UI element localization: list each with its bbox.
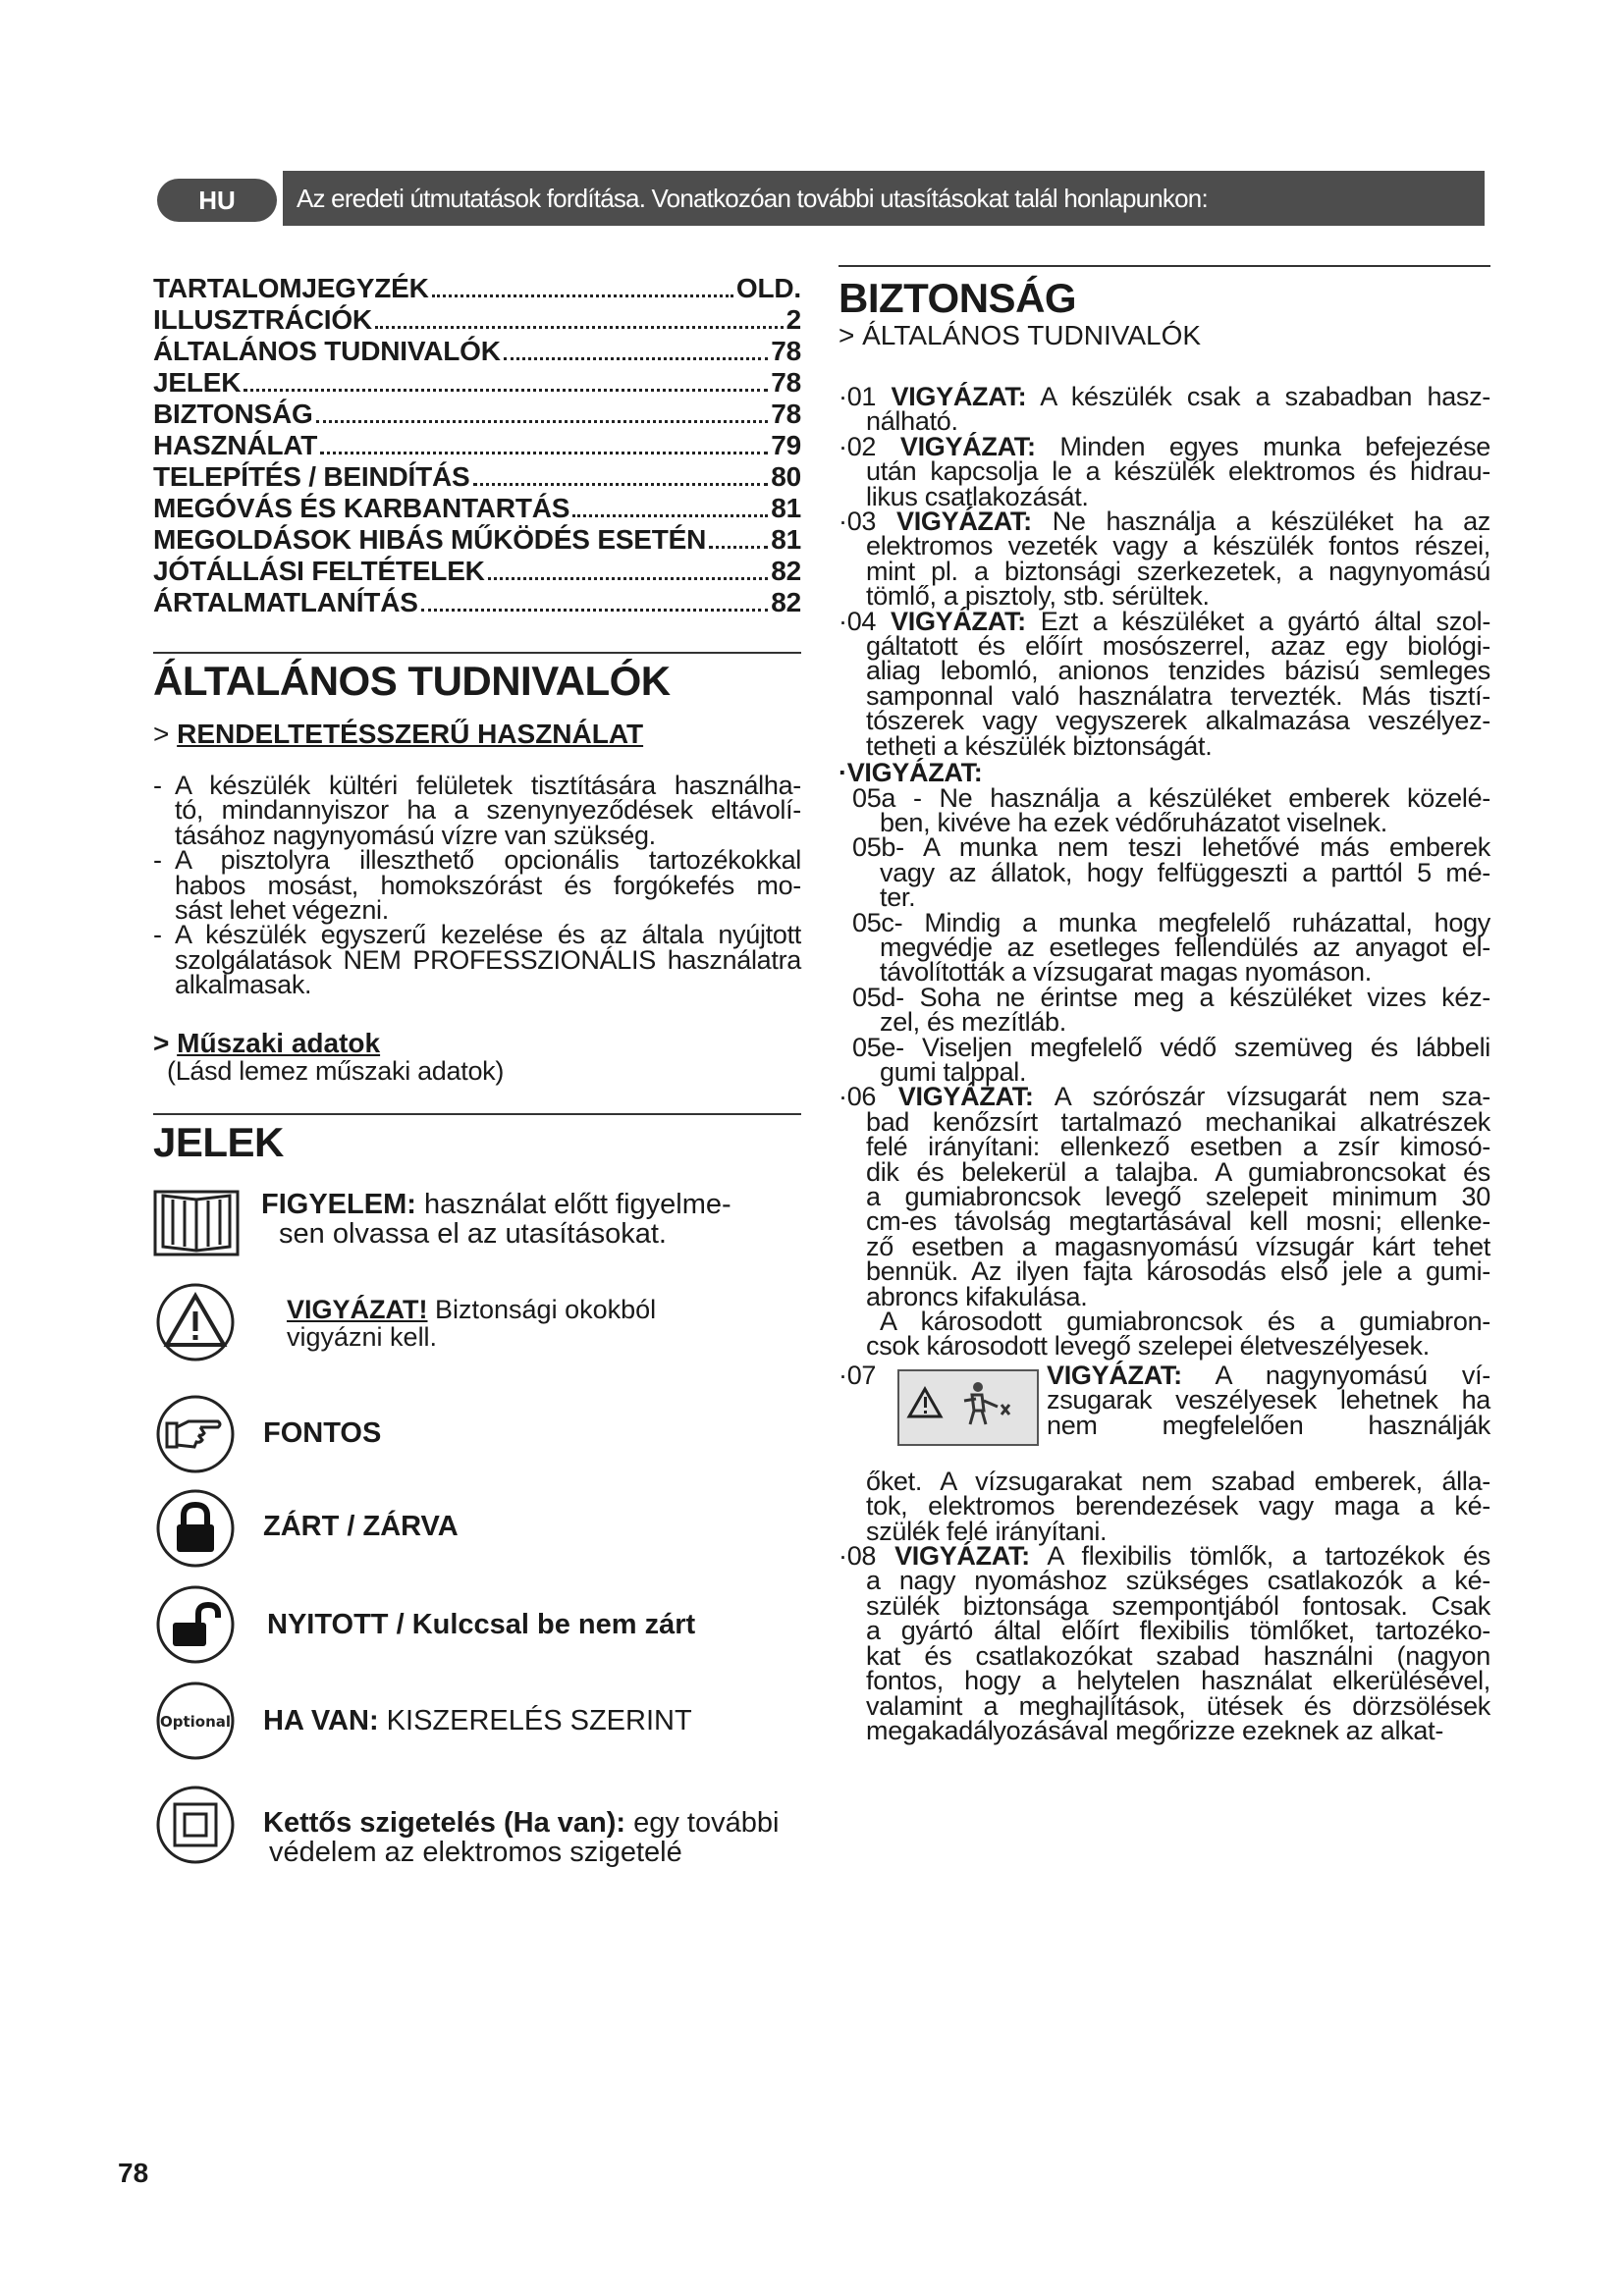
bullet-text [175, 771, 801, 850]
symbol-desc-read [261, 1190, 731, 1249]
symbol-desc-locked: ZÁRT / ZÁRVA [263, 1511, 459, 1543]
toc-leader [473, 483, 769, 486]
warning-keyword: VIGYÁZAT: [897, 1082, 1034, 1112]
toc-leader [504, 357, 769, 360]
bullet-dash: - [153, 771, 162, 800]
text-line: 05d- Soha ne érintse meg a készüléket vizes kéz- [852, 982, 1490, 1012]
safety-subitem [839, 1032, 1490, 1087]
text-span: fontos, hogy a helytelen használat elkerülésével, [866, 1666, 1490, 1696]
toc-page: 78 [771, 336, 801, 366]
safety-item [839, 1541, 1490, 1745]
toc-page: 82 [771, 587, 801, 617]
warning-keyword: ·VIGYÁZAT: [839, 758, 983, 788]
safety-subitem [839, 982, 1490, 1038]
toc-page: 81 [771, 524, 801, 555]
text-span: gáltatott és előírt mosószerrel, azaz egy biológi- [866, 631, 1490, 662]
text-span: elektromos vezeték vagy a készülék fontos részei, [866, 531, 1490, 561]
symbol-desc-optional [263, 1706, 692, 1735]
language-banner [157, 171, 1485, 228]
text-line: alkalmasak. [175, 970, 312, 1000]
text-line: 05a - Ne használja a készüléket emberek közelé- [852, 782, 1490, 813]
item-number: ·02 [839, 431, 900, 461]
list-item [153, 920, 801, 1000]
text-span: Minden egyes munka befejezése [1059, 431, 1491, 461]
section-heading-safety: BIZTONSÁG [839, 275, 1077, 321]
text-line: ter. [880, 882, 916, 913]
text-span: után kapcsolja le a készülék elektromos és hidrau- [866, 456, 1490, 487]
text-span: samponnal való használatra tervezték. Más tisztí- [866, 680, 1490, 711]
subsection-title: RENDELTETÉSSZERŰ HASZNÁLAT [177, 719, 644, 749]
symbol-text: Biztonsági okokból [427, 1295, 657, 1325]
text-line: A károsodott gumiabroncsok és a gumiabron- [880, 1307, 1490, 1337]
symbol-text: védelem az elektromos szigetelé [269, 1837, 682, 1869]
toc-page: 79 [771, 430, 801, 460]
symbol-desc-warning [287, 1296, 656, 1351]
toc-title: TARTALOMJEGYZÉK [153, 273, 429, 303]
padlock-closed-icon [155, 1488, 236, 1573]
bullet-dash: - [153, 920, 162, 950]
toc-title: JELEK [153, 367, 242, 398]
spray-hazard-pictogram [897, 1369, 1039, 1446]
toc-entry[interactable] [153, 273, 801, 304]
item-number: ·01 [839, 382, 892, 411]
symbol-desc-double-insulation [263, 1808, 779, 1867]
toc-title: ÁLTALÁNOS TUDNIVALÓK [153, 336, 501, 366]
toc-title: ILLUSZTRÁCIÓK [153, 304, 372, 335]
text-span: zsugarak veszélyesek lehetnek ha [1047, 1385, 1490, 1415]
toc-title: HASZNÁLAT [153, 430, 318, 460]
toc-title: TELEPÍTÉS / BEINDÍTÁS [153, 461, 470, 492]
text-span: cm-es távolság megtartásával kell mosni; ellenke- [866, 1206, 1490, 1237]
item-number: ·03 [839, 507, 896, 537]
text-span: nálható. [866, 406, 958, 437]
text-span: A nagynyomású ví- [1181, 1360, 1490, 1390]
text-span: Ezt a készüléket a gyártó által szol- [1040, 606, 1491, 636]
toc-entry[interactable] [153, 304, 801, 336]
warning-keyword: VIGYÁZAT: [891, 606, 1026, 636]
text-span: tetheti a készülék biztonságát. [866, 730, 1213, 761]
text-line: A pisztolyra illeszthető opcionális tartozékokkal [175, 845, 801, 876]
text-line: 05c- Mindig a munka megfelelő ruházattal, hogy [852, 907, 1490, 937]
text-span: szülék biztonsága szempontjából fontosak. Csak [866, 1590, 1490, 1621]
text-line: sást lehet végezni. [175, 895, 389, 926]
toc-page: OLD. [735, 273, 801, 303]
toc-page: 81 [771, 493, 801, 523]
text-line: szolgálatások NEM PROFESSZIONÁLIS használatra [175, 944, 801, 975]
toc-leader [432, 294, 733, 297]
toc-leader [316, 420, 769, 423]
toc-entry[interactable] [153, 399, 801, 430]
left-column [153, 273, 801, 1926]
technical-data-link[interactable]: Műszaki adatok [177, 1027, 381, 1058]
safety-item [839, 1360, 1490, 1469]
bullet-text [175, 845, 801, 926]
text-span: valamint a meghajlítások, ütések és dörzsölések [866, 1690, 1490, 1721]
page-number: 78 [118, 2158, 149, 2188]
toc-page: 78 [771, 367, 801, 398]
text-span: abroncs kifakulása. [866, 1281, 1088, 1311]
toc-entry[interactable] [153, 461, 801, 493]
text-span: likus csatlakozását. [866, 481, 1089, 511]
text-line: A készülék egyszerű kezelése és az általa nyújtott [175, 920, 801, 950]
toc-entry[interactable] [153, 430, 801, 461]
toc-entry[interactable] [153, 587, 801, 618]
safety-subitem [839, 782, 1490, 837]
text-line: tó, mindannyiszor ha a szenynyeződések eltávolí- [175, 795, 801, 826]
text-span: tószerek vagy vegyszerek alkalmazása veszélyez- [866, 706, 1490, 736]
text-span: tömlő, a pisztoly, stb. sérültek. [866, 581, 1210, 612]
symbol-text: sen olvassa el az utasításokat. [279, 1218, 667, 1251]
text-span: a nagy nyomáshoz szükséges csatlakozók a ké- [866, 1566, 1490, 1596]
banner-text: Az eredeti útmutatások fordítása. Vonatkozóan további utasításokat talál honlapunkon: [283, 171, 1485, 226]
toc-entry[interactable] [153, 336, 801, 367]
text-line: habos mosást, homokszórást és forgókefés mo- [175, 870, 801, 900]
text-line: A készülék kültéri felületek tisztítására használha- [175, 771, 801, 800]
warning-keyword: VIGYÁZAT: [894, 1541, 1030, 1572]
toc-leader [709, 546, 768, 549]
toc-title: MEGÓVÁS ÉS KARBANTARTÁS [153, 493, 570, 523]
optional-icon [155, 1681, 236, 1765]
text-span: a gyártó által előírt flexibilis tömlőket, tartozéko- [866, 1616, 1490, 1646]
toc-title: ÁRTALMATLANÍTÁS [153, 587, 418, 617]
text-line: 05e- Viseljen megfelelő védő szemüveg és lábbeli [852, 1032, 1490, 1062]
symbol-text: használat előtt figyelme- [415, 1189, 731, 1221]
safety-item [839, 1309, 1490, 1360]
toc-entry[interactable] [153, 493, 801, 524]
text-line: szülék felé irányítani. [866, 1516, 1108, 1546]
right-column [839, 265, 1490, 1743]
item-number: ·06 [839, 1082, 898, 1112]
text-line: gumi talppal. [880, 1056, 1027, 1087]
toc-page: 80 [771, 461, 801, 492]
safety-item [839, 606, 1491, 761]
pointing-hand-icon [155, 1394, 236, 1478]
padlock-open-icon [155, 1584, 236, 1669]
toc-title: JÓTÁLLÁSI FELTÉTELEK [153, 556, 485, 586]
text-span: bad kenőzsírt tartalmazó mechanikai alkatrészek [866, 1106, 1490, 1137]
warning-keyword: VIGYÁZAT: [896, 507, 1032, 537]
divider [839, 265, 1490, 267]
toc-leader [244, 389, 768, 392]
symbol-label: FIGYELEM: [261, 1189, 416, 1221]
toc-leader [375, 326, 784, 329]
safety-subitem [839, 907, 1490, 988]
safety-item [839, 1082, 1490, 1311]
toc-leader [320, 452, 768, 454]
subsection-technical [153, 1028, 801, 1059]
technical-note: (Lásd lemez műszaki adatok) [167, 1055, 505, 1086]
warning-keyword: VIGYÁZAT: [891, 382, 1027, 411]
toc-leader [488, 577, 769, 580]
subsection-general: > ÁLTALÁNOS TUDNIVALÓK [839, 320, 1202, 350]
list-item [153, 845, 801, 926]
symbol-text: egy további [625, 1807, 780, 1840]
symbol-desc-unlocked: NYITOTT / Kulccsal be nem zárt [267, 1609, 696, 1641]
toc-leader [572, 514, 768, 517]
warning-keyword: VIGYÁZAT: [1047, 1360, 1182, 1390]
warning-triangle-icon [155, 1282, 236, 1366]
text-line [839, 730, 1490, 761]
toc-entry[interactable] [153, 556, 801, 587]
section-heading-general: ÁLTALÁNOS TUDNIVALÓK [153, 658, 671, 704]
divider [153, 652, 801, 654]
language-badge: HU [157, 179, 277, 222]
book-icon [153, 1186, 240, 1262]
text-span: mint pl. a biztonsági szerkezetek, a nagynyomású [866, 556, 1490, 586]
optional-icon-text: Optional [159, 1713, 232, 1732]
toc-page: 78 [771, 399, 801, 429]
toc-entry[interactable] [153, 367, 801, 399]
bullet-text [175, 920, 801, 1000]
symbol-text: vigyázni kell. [287, 1322, 438, 1353]
text-line: csok károsodott levegő szelepei életveszélyesek. [866, 1331, 1430, 1362]
symbol-label: Kettős szigetelés (Ha van): [263, 1807, 626, 1840]
symbol-text: KISZERELÉS SZERINT [378, 1705, 692, 1737]
item-number: ·07 [839, 1360, 877, 1390]
text-line [1047, 1410, 1490, 1440]
text-span: aliag lebomló, anionos tenzides bázisú semleges [866, 656, 1490, 686]
text-line: tok, elektromos berendezések vagy maga a ké- [866, 1491, 1490, 1522]
section-heading-symbols: JELEK [153, 1119, 284, 1166]
text-span: megakadályozásával megőrizze ezeknek az alkat- [866, 1715, 1444, 1745]
toc-entry[interactable] [153, 524, 801, 556]
text-line [839, 1715, 1490, 1745]
text-span: bennük. Az ilyen fajta károsodás első jele a gumi- [866, 1256, 1490, 1287]
toc-page: 2 [785, 304, 801, 335]
safety-item-continued [839, 1466, 1490, 1546]
safety-item [839, 382, 1491, 437]
item-number: ·04 [839, 606, 892, 636]
text-span: ző esetben a magasnyomású vízsugár kárt tehet [866, 1231, 1490, 1261]
text-span: A készülék csak a szabadban hasz- [1040, 382, 1491, 411]
item-number: ·08 [839, 1541, 895, 1572]
toc-page: 82 [771, 556, 801, 586]
text-line: vagy az állatok, hogy felfüggeszti a parttól 5 mé- [880, 857, 1490, 887]
usage-bullets [153, 771, 801, 1000]
text-span: A szórószár vízsugarát nem sza- [1054, 1082, 1490, 1112]
list-item [153, 771, 801, 850]
item-text [1047, 1360, 1490, 1440]
safety-item [839, 431, 1491, 511]
toc-leader [421, 609, 769, 612]
text-line: megvédje az esetleges fellendülés az anyagot el- [880, 932, 1490, 962]
symbol-desc-important: FONTOS [263, 1417, 382, 1450]
symbol-label: HA VAN: [263, 1705, 379, 1737]
safety-warnings [839, 382, 1491, 1745]
text-line: távolították a vízsugarat magas nyomáson. [880, 957, 1372, 988]
toc-title: BIZTONSÁG [153, 399, 313, 429]
subsection-intended-use [153, 719, 801, 750]
divider [153, 1113, 801, 1115]
double-insulation-icon [155, 1785, 236, 1869]
text-line: őket. A vízsugarakat nem szabad emberek, álla- [866, 1466, 1490, 1496]
safety-item [839, 509, 1490, 610]
subsection-prefix: > [153, 719, 178, 749]
text-line: ben, kivéve ha ezek védőruházatot viselnek. [880, 807, 1387, 837]
text-span: kat és csatlakozókat szabad használni (nagyon [866, 1640, 1490, 1671]
toc-title: MEGOLDÁSOK HIBÁS MŰKÖDÉS ESETÉN [153, 524, 707, 555]
symbol-label: VIGYÁZAT! [287, 1295, 428, 1325]
text-line: 05b- A munka nem teszi lehetővé más emberek [852, 832, 1490, 863]
safety-subitem [839, 832, 1490, 913]
text-line: tásához nagynyomású vízre van szükség. [175, 820, 656, 850]
text-span: Ne használja a készüléket ha az [1052, 507, 1491, 537]
symbols-list [153, 1180, 801, 1926]
text-span: dik és belekerül a talajba. A gumiabroncsokat és [866, 1156, 1490, 1187]
text-span: a gumiabroncsok levegő szelepeit minimum 30 [866, 1182, 1490, 1211]
text-line: zel, és mezítláb. [880, 1007, 1066, 1038]
text-span: nem megfelelően használják [1047, 1410, 1490, 1440]
bullet-dash: - [153, 845, 162, 876]
subsection-prefix: > [153, 1027, 178, 1058]
warning-keyword: VIGYÁZAT: [899, 431, 1036, 461]
text-span: felé irányítani: ellenkező esetben a zsír kimosó- [866, 1132, 1490, 1162]
table-of-contents [153, 273, 801, 618]
text-span: A flexibilis tömlők, a tartozékok és [1047, 1541, 1490, 1572]
